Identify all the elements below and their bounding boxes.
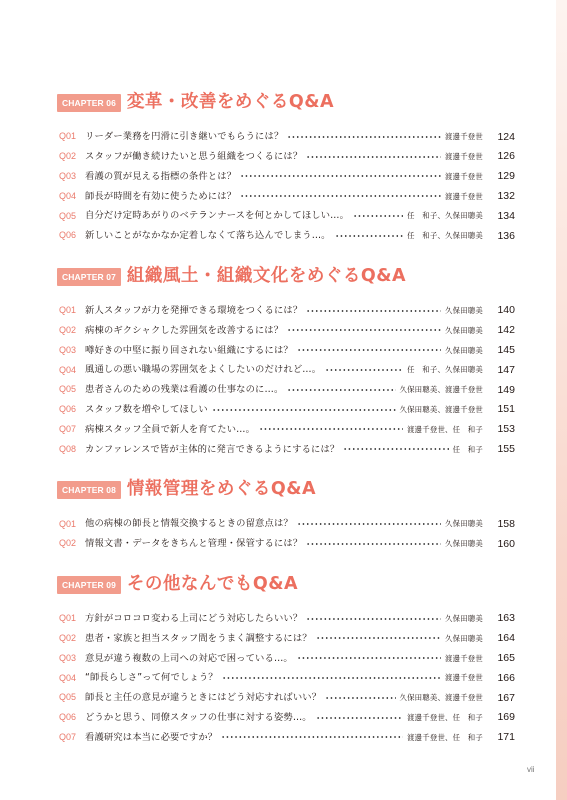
- chapter-title: 情報管理をめぐるQ&A: [126, 479, 317, 500]
- chapter-heading: [57, 572, 515, 598]
- author-names: 久保田聰美、渡邊千登世: [399, 385, 483, 395]
- toc-entry[interactable]: [57, 147, 515, 167]
- page-number: 124: [497, 130, 515, 143]
- dot-leader: [240, 175, 441, 177]
- question-number: Q05: [59, 692, 77, 703]
- page-number: 163: [497, 612, 515, 625]
- question-number: Q04: [59, 672, 77, 683]
- dot-leader: [297, 349, 441, 351]
- question-text: 他の病棟の師長と情報交換するときの留意点は？: [85, 518, 293, 530]
- toc-entry[interactable]: [57, 514, 515, 534]
- question-text: 師長が時間を有効に使うためには？: [85, 190, 237, 202]
- author-names: 渡邊千登世: [445, 132, 483, 142]
- author-names: 久保田聰美、渡邊千登世: [399, 404, 483, 414]
- dot-leader: [306, 156, 441, 158]
- toc-entry[interactable]: [57, 167, 515, 187]
- question-text: 病棟スタッフ全員で新人を育てたい…。: [85, 423, 256, 435]
- page-number: 149: [497, 383, 515, 396]
- page-number: 145: [497, 344, 515, 357]
- chapter-section: [57, 572, 515, 748]
- question-number: Q02: [59, 632, 77, 643]
- dot-leader: [287, 136, 441, 138]
- toc-entry[interactable]: [57, 360, 515, 380]
- question-text: 病棟のギクシャクした雰囲気を改善するには？: [85, 324, 284, 336]
- question-number: Q05: [59, 384, 77, 395]
- question-number: Q01: [59, 613, 77, 624]
- page-number: 142: [497, 324, 515, 337]
- page-edge-stripe: [556, 0, 567, 800]
- page-number: 132: [497, 190, 515, 203]
- toc-entry[interactable]: [57, 206, 515, 226]
- author-names: 渡邊千登世: [445, 191, 483, 201]
- chapter-section: [57, 264, 515, 459]
- chapter-title: その他なんでもQ&A: [126, 574, 299, 594]
- question-text: 新しいことがなかなか定着しなくて落ち込んでしまう…。: [85, 230, 331, 242]
- page-number: 153: [497, 423, 515, 436]
- author-names: 渡邊千登世、任 和子: [407, 424, 483, 434]
- dot-leader: [240, 195, 441, 197]
- table-of-contents: [57, 90, 515, 765]
- chapter-heading: [57, 264, 515, 290]
- question-text: 師長と主任の意見が違うときにはどう対応すればいい？: [85, 692, 322, 704]
- question-text: 情報文書・データをきちんと管理・保管するには？: [85, 538, 303, 550]
- page-folio: vii: [527, 765, 535, 774]
- chapter-title: 変革・改善をめぐるQ&A: [126, 92, 335, 113]
- page-number: 165: [497, 651, 515, 664]
- dot-leader: [353, 215, 403, 217]
- question-text: 風通しの悪い職場の雰囲気をよくしたいのだけれど…。: [85, 364, 322, 376]
- dot-leader: [222, 677, 441, 679]
- question-text: “師長らしさ”って何でしょう？: [85, 672, 218, 684]
- chapter-heading: [57, 90, 515, 116]
- toc-entry[interactable]: [57, 420, 515, 440]
- toc-entry[interactable]: [57, 609, 515, 629]
- dot-leader: [306, 543, 441, 545]
- author-names: 渡邊千登世: [445, 151, 483, 161]
- question-number: Q05: [59, 210, 77, 221]
- toc-entry[interactable]: [57, 534, 515, 554]
- author-names: 任 和子、久保田聰美: [407, 365, 483, 375]
- page-number: 155: [497, 443, 515, 455]
- toc-entry[interactable]: [57, 439, 515, 459]
- dot-leader: [297, 657, 441, 659]
- toc-entry[interactable]: [57, 301, 515, 321]
- toc-entry[interactable]: [57, 708, 515, 728]
- toc-entry[interactable]: [57, 186, 515, 206]
- question-text: 看護研究は本当に必要ですか？: [85, 731, 218, 743]
- toc-entry[interactable]: [57, 380, 515, 400]
- chapter-badge: CHAPTER 06: [57, 94, 121, 112]
- question-text: 方針がコロコロ変わる上司にどう対応したらいい？: [85, 613, 303, 624]
- dot-leader: [221, 736, 403, 738]
- author-names: 渡邊千登世: [445, 171, 483, 181]
- chapter-heading: [57, 477, 515, 503]
- author-names: 久保田聰美: [445, 633, 483, 643]
- question-text: リーダー業務を円滑に引き継いでもらうには？: [85, 131, 284, 143]
- dot-leader: [287, 329, 441, 331]
- question-text: スタッフが働き続けたいと思う組織をつくるには？: [85, 151, 303, 163]
- question-text: 意見が違う複数の上司への対応で困っている…。: [85, 652, 293, 664]
- question-text: 患者さんのための残業は看護の仕事なのに…。: [85, 384, 284, 396]
- chapter-badge: CHAPTER 08: [57, 481, 121, 499]
- dot-leader: [343, 448, 448, 450]
- page-number: 126: [497, 150, 515, 163]
- question-number: Q03: [59, 344, 77, 355]
- question-text: スタッフ数を増やしてほしい: [85, 404, 208, 416]
- author-names: 久保田聰美: [445, 345, 483, 355]
- author-names: 久保田聰美: [445, 519, 483, 529]
- page-number: 171: [497, 731, 515, 744]
- dot-leader: [212, 409, 396, 411]
- question-number: Q07: [59, 423, 77, 434]
- toc-entry[interactable]: [57, 629, 515, 649]
- dot-leader: [316, 717, 403, 719]
- page-number: 166: [497, 671, 515, 684]
- chapter-section: [57, 477, 515, 554]
- dot-leader: [306, 310, 441, 312]
- toc-entry[interactable]: [57, 668, 515, 688]
- question-text: 新人スタッフが力を発揮できる環境をつくるには？: [85, 305, 303, 317]
- toc-entry[interactable]: [57, 340, 515, 360]
- page-number: 151: [497, 403, 515, 416]
- page-number: 140: [497, 304, 515, 317]
- question-number: Q06: [59, 404, 77, 415]
- question-number: Q07: [59, 731, 77, 742]
- toc-entry[interactable]: [57, 688, 515, 708]
- page-number: 147: [497, 363, 515, 376]
- toc-entry[interactable]: [57, 400, 515, 420]
- page-number: 129: [497, 170, 515, 183]
- question-text: カンファレンスで皆が主体的に発言できるようにするには？: [85, 443, 340, 455]
- author-names: 任 和子、久保田聰美: [407, 231, 483, 241]
- dot-leader: [316, 637, 441, 639]
- author-names: 久保田聰美: [445, 539, 483, 549]
- question-text: どうかと思う、同僚スタッフの仕事に対する姿勢…。: [85, 711, 312, 723]
- page-number: 167: [497, 691, 515, 704]
- dot-leader: [259, 428, 403, 430]
- author-names: 久保田聰美: [445, 305, 483, 315]
- question-number: Q02: [59, 151, 77, 162]
- author-names: 久保田聰美: [445, 613, 483, 623]
- dot-leader: [325, 697, 395, 699]
- author-names: 久保田聰美、渡邊千登世: [399, 693, 483, 703]
- question-number: Q06: [59, 712, 77, 723]
- question-number: Q01: [59, 131, 77, 142]
- toc-entry[interactable]: [57, 648, 515, 668]
- question-number: Q03: [59, 170, 77, 181]
- question-number: Q03: [59, 652, 77, 663]
- question-number: Q02: [59, 538, 77, 549]
- question-number: Q01: [59, 518, 77, 529]
- dot-leader: [325, 369, 403, 371]
- author-names: 渡邊千登世、任 和子: [407, 732, 483, 742]
- page-number: 169: [497, 711, 515, 724]
- dot-leader: [335, 235, 403, 237]
- question-number: Q06: [59, 230, 77, 241]
- author-names: 任 和子、久保田聰美: [407, 211, 483, 221]
- chapter-title: 組織風土・組織文化をめぐるQ&A: [126, 266, 407, 287]
- page-number: 158: [497, 517, 515, 530]
- dot-leader: [287, 389, 395, 391]
- chapter-badge: CHAPTER 09: [57, 576, 121, 594]
- question-number: Q08: [59, 443, 77, 454]
- author-names: 久保田聰美: [445, 325, 483, 335]
- question-number: Q04: [59, 190, 77, 201]
- question-text: 噂好きの中堅に振り回されない組織にするには？: [85, 344, 293, 356]
- author-names: 渡邊千登世: [445, 673, 483, 683]
- question-number: Q01: [59, 305, 77, 316]
- page-number: 136: [497, 229, 515, 242]
- author-names: 渡邊千登世、任 和子: [407, 712, 483, 722]
- question-text: 患者・家族と担当スタッフ間をうまく調整するには？: [85, 632, 312, 644]
- toc-entry[interactable]: [57, 226, 515, 246]
- question-text: 自分だけ定時あがりのベテランナースを何とかしてほしい…。: [85, 210, 350, 222]
- author-names: 任 和子: [452, 444, 483, 454]
- question-text: 看護の質が見える指標の条件とは？: [85, 170, 237, 182]
- question-number: Q04: [59, 364, 77, 375]
- page-number: 134: [497, 209, 515, 222]
- author-names: 渡邊千登世: [445, 653, 483, 663]
- dot-leader: [297, 523, 441, 525]
- dot-leader: [306, 618, 441, 620]
- page-number: 164: [497, 632, 515, 645]
- page-number: 160: [497, 537, 515, 550]
- chapter-section: [57, 90, 515, 246]
- question-number: Q02: [59, 324, 77, 335]
- toc-entry[interactable]: [57, 127, 515, 147]
- chapter-badge: CHAPTER 07: [57, 268, 121, 286]
- toc-entry[interactable]: [57, 321, 515, 341]
- toc-entry[interactable]: [57, 728, 515, 748]
